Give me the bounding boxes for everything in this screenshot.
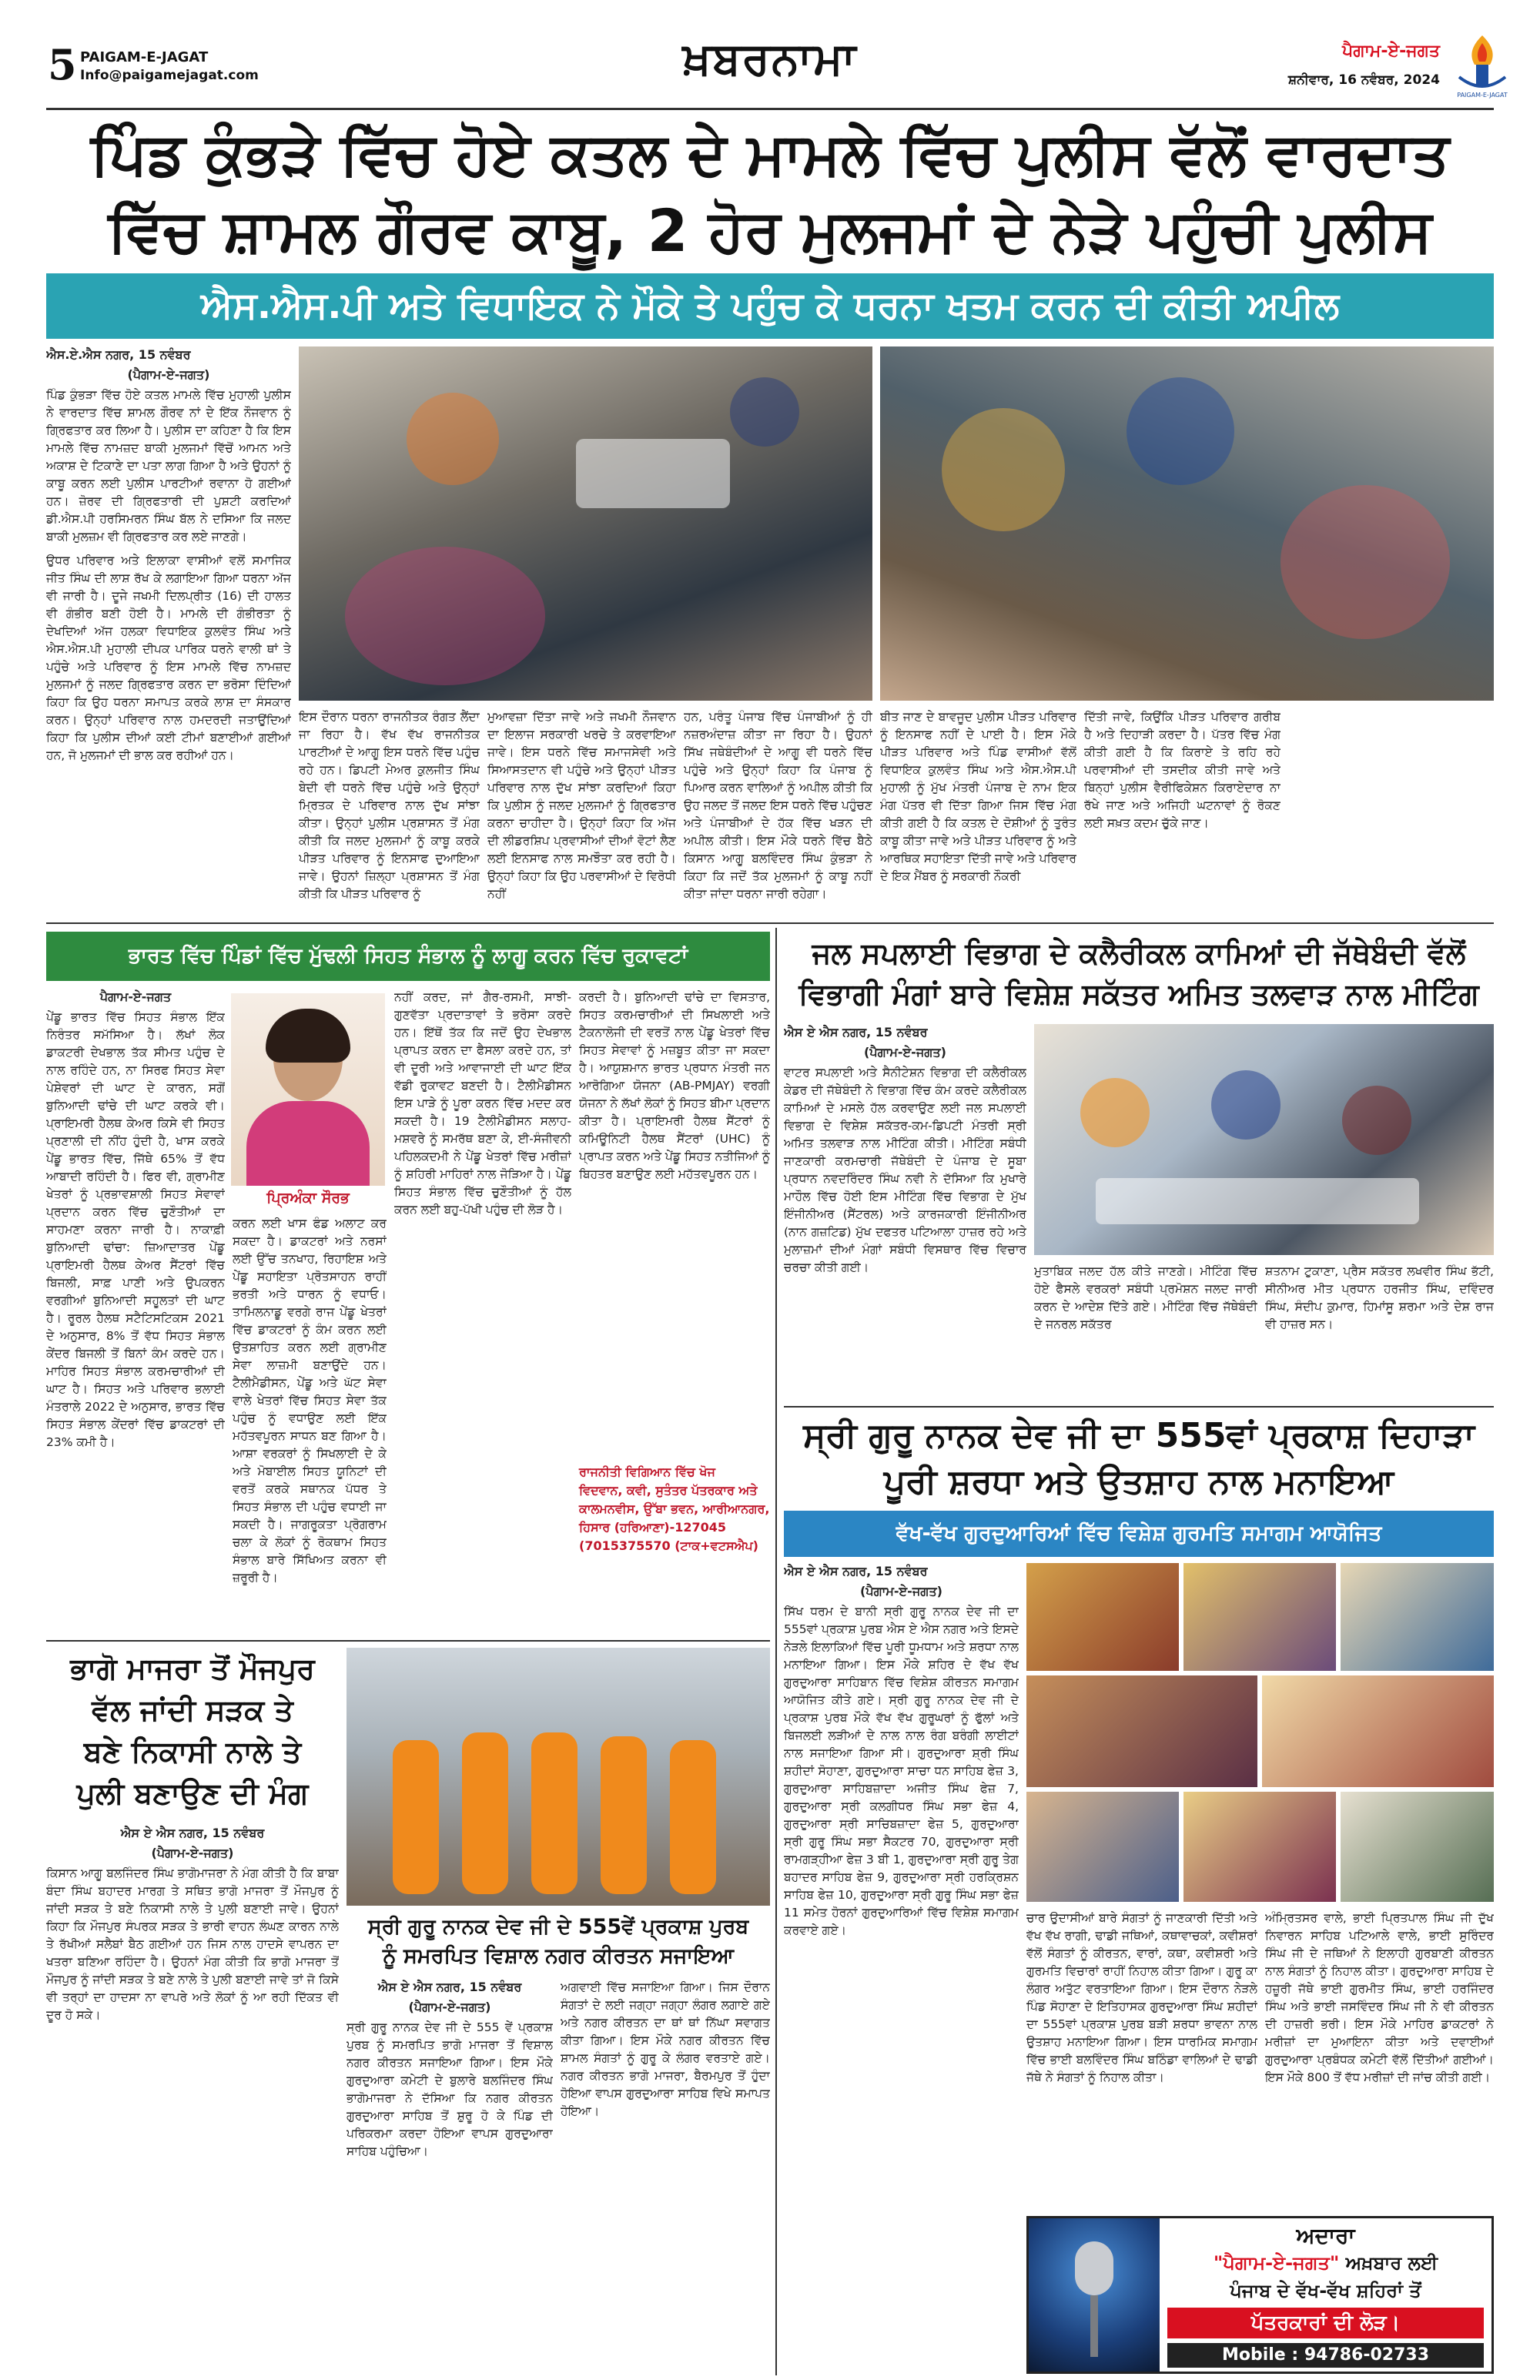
gurpurab-agency: (ਪੈਗਾਮ-ਏ-ਜਗਤ): [860, 1584, 942, 1598]
ad-line-2: "ਪੈਗਾਮ-ਏ-ਜਗਤ" ਅਖ਼ਬਾਰ ਲਈ: [1213, 2252, 1438, 2274]
road-headline-1: ਭਾਗੋ ਮਾਜਰਾ ਤੋਂ ਮੌਜਪੁਰ: [70, 1652, 315, 1685]
kirtan-col-1-text: ਸ੍ਰੀ ਗੁਰੂ ਨਾਨਕ ਦੇਵ ਜੀ ਦੇ 555 ਵੇਂ ਪ੍ਰਕਾਸ਼ ਪੁਰਬ ਨੂੰ ਸਮਰਪਿਤ ਭਾਗੋ ਮਾਜਰਾ ਤੋਂ ਵਿਸ਼ਾਲ ਨਗਰ ਕੀਰਤਨ ਸਜਾਇਆ ਗਿਆ। ਇਸ ਮੌਕੇ ਗੁਰਦੁਆਰਾ ਕਮੇਟੀ ਦੇ ਬੁਲਾਰੇ ਬਲਜਿੰਦਰ ਸਿੰਘ ਭਾਗੋਮਾਜਰਾ ਨੇ ਦੱਸਿਆ ਕਿ ਨਗਰ ਕੀਰਤਨ ਗੁਰਦੁਆਰਾ ਸਾਹਿਬ ਤੋਂ ਸ਼ੁਰੂ ਹੋ ਕੇ ਪਿੰਡ ਦੀ ਪਰਿਕਰਮਾ ਕਰਦਾ ਹੋਇਆ ਵਾਪਸ ਗੁਰਦੁਆਰਾ ਸਾਹਿਬ ਪਹੁੰਚਿਆ।: [346, 2020, 553, 2158]
lead-col-2: ਇਸ ਦੌਰਾਨ ਧਰਨਾ ਰਾਜਨੀਤਕ ਰੰਗਤ ਲੈਂਦਾ ਜਾ ਰਿਹਾ ਹੈ। ਵੱਖ ਵੱਖ ਰਾਜਨੀਤਕ ਪਾਰਟੀਆਂ ਦੇ ਆਗੂ ਇਸ ਧਰਨੇ ਵਿੱਚ ਪਹੁੰਚ ਰਹੇ ਹਨ। ਡਿਪਟੀ ਮੇਅਰ ਕੁਲਜੀਤ ਸਿੰਘ ਬੇਦੀ ਵੀ ਧਰਨੇ ਵਿੱਚ ਪਹੁੰਚੇ ਅਤੇ ਉਨ੍ਹਾਂ ਮ੍ਰਿਤਕ ਦੇ ਪਰਿਵਾਰ ਨਾਲ ਦੁੱਖ ਸਾਂਝਾ ਕੀਤਾ। ਉਨ੍ਹਾਂ ਪੁਲੀਸ ਪ੍ਰਸ਼ਾਸਨ ਤੋਂ ਮੰਗ ਕੀਤੀ ਕਿ ਜਲਦ ਮੁਲਜਮਾਂ ਨੂੰ ਕਾਬੂ ਕਰਕੇ ਪੀੜਤ ਪਰਿਵਾਰ ਨੂੰ ਇਨਸਾਫ ਦੁਆਇਆ ਜਾਵੇ। ਉਹਨਾਂ ਜ਼ਿਲ੍ਹਾ ਪ੍ਰਸ਼ਾਸਨ ਤੋਂ ਮੰਗ ਕੀਤੀ ਕਿ ਪੀੜਤ ਪਰਿਵਾਰ ਨੂੰ: [299, 710, 480, 901]
road-headline-4: ਪੁਲੀ ਬਣਾਉਣ ਦੀ ਮੰਗ: [76, 1776, 309, 1810]
issue-date: ਸ਼ਨੀਵਾਰ, 16 ਨਵੰਬਰ, 2024: [1287, 72, 1440, 88]
kirtan-col-1: [346, 1979, 553, 2372]
water-headline-1: ਜਲ ਸਪਲਾਈ ਵਿਭਾਗ ਦੇ ਕਲੈਰੀਕਲ ਕਾਮਿਆਂ ਦੀ ਜੱਥੇਬੰਦੀ ਵੱਲੋਂ: [812, 936, 1466, 970]
lead-headline-2: ਵਿੱਚ ਸ਼ਾਮਲ ਗੌਰਵ ਕਾਬੂ, 2 ਹੋਰ ਮੁਲਜਮਾਂ ਦੇ ਨੇੜੇ ਪਹੁੰਚੀ ਪੁਲੀਸ: [108, 196, 1432, 265]
health-col-4: [579, 989, 770, 1451]
ad-brand: ਪੈਗਾਮ-ਏ-ਜਗਤ: [1223, 2252, 1330, 2274]
water-dateline: ਐਸ ਏ ਐਸ ਨਗਰ, 15 ਨਵੰਬਰ: [784, 1025, 928, 1039]
water-caption-1: ਮੁਤਾਬਿਕ ਜਲਦ ਹੱਲ ਕੀਤੇ ਜਾਣਗੇ। ਮੀਟਿੰਗ ਵਿੱਚ ਹੋਏ ਫੈਸਲੇ ਵਰਕਰਾਂ ਸਬੰਧੀ ਪ੍ਰਮੋਸ਼ਨ ਜਲਦ ਜਾਰੀ ਕਰਨ ਦੇ ਆਦੇਸ਼ ਦਿੱਤੇ ਗਏ। ਮੀਟਿੰਗ ਵਿੱਚ ਜੱਥੇਬੰਦੀ ਦੇ ਜਨਰਲ ਸਕੱਤਰ: [1034, 1264, 1257, 1331]
gurpurab-col-2: ਚਾਰ ਉਦਾਸੀਆਂ ਬਾਰੇ ਸੰਗਤਾਂ ਨੂੰ ਜਾਣਕਾਰੀ ਦਿੱਤੀ ਅਤੇ ਵੱਖ ਵੱਖ ਰਾਗੀ, ਢਾਡੀ ਜਥਿਆਂ, ਕਥਾਵਾਚਕਾਂ, ਕਵੀਸ਼ਰਾਂ ਵੱਲੋਂ ਸੰਗਤਾਂ ਨੂੰ ਕੀਰਤਨ, ਵਾਰਾਂ, ਕਥਾ, ਕਵੀਸ਼ਰੀ ਅਤੇ ਗੁਰਮਤਿ ਵਿਚਾਰਾਂ ਰਾਹੀਂ ਨਿਹਾਲ ਕੀਤਾ ਗਿਆ। ਗੁਰੂ ਕਾ ਲੰਗਰ ਅਤੁੱਟ ਵਰਤਾਇਆ ਗਿਆ। ਇਸ ਦੌਰਾਨ ਨੇੜਲੇ ਪਿੰਡ ਸੋਹਾਣਾ ਦੇ ਇਤਿਹਾਸਕ ਗੁਰਦੁਆਰਾ ਸਿੰਘ ਸ਼ਹੀਦਾਂ ਦਾ 555ਵਾਂ ਪ੍ਰਕਾਸ਼ ਪੁਰਬ ਬੜੀ ਸ਼ਰਧਾ ਭਾਵਨਾ ਨਾਲ ਉਤਸ਼ਾਹ ਮਨਾਇਆ ਗਿਆ। ਇਸ ਧਾਰਮਿਕ ਸਮਾਗਮ ਵਿੱਚ ਭਾਈ ਬਲਵਿੰਦਰ ਸਿੰਘ ਬਠਿੰਡਾ ਵਾਲਿਆਂ ਦੇ ਢਾਡੀ ਜੱਥੇ ਨੇ ਸੰਗਤਾਂ ਨੂੰ ਨਿਹਾਲ ਕੀਤਾ।: [1026, 1911, 1257, 2084]
page-number: 5: [48, 40, 77, 89]
lead-col-4: ਹਨ, ਪਰੰਤੂ ਪੰਜਾਬ ਵਿੱਚ ਪੰਜਾਬੀਆਂ ਨੂੰ ਹੀ ਨਜ਼ਰਅੰਦਾਜ਼ ਕੀਤਾ ਜਾ ਰਿਹਾ ਹੈ। ਉਹਨਾਂ ਸਿੱਖ ਜਥੇਬੰਦੀਆਂ ਦੇ ਆਗੂ ਵੀ ਧਰਨੇ ਵਿੱਚ ਪਹੁੰਚੇ ਅਤੇ ਉਨ੍ਹਾਂ ਕਿਹਾ ਕਿ ਪੰਜਾਬ ਨੂੰ ਪਿਆਰ ਕਰਨ ਵਾਲਿਆਂ ਨੂੰ ਅਪੀਲ ਕੀਤੀ ਕਿ ਉਹ ਜਲਦ ਤੋਂ ਜਲਦ ਇਸ ਧਰਨੇ ਵਿੱਚ ਪਹੁੰਚਣ ਅਤੇ ਪੰਜਾਬੀਆਂ ਦੇ ਹੱਕ ਵਿੱਚ ਖੜਨ ਦੀ ਅਪੀਲ ਕੀਤੀ। ਇਸ ਮੌਕੇ ਧਰਨੇ ਵਿੱਚ ਬੈਠੇ ਕਿਸਾਨ ਆਗੂ ਬਲਵਿੰਦਰ ਸਿੰਘ ਕੁੰਭੜਾ ਨੇ ਕਿਹਾ ਕਿ ਜਦੋਂ ਤੱਕ ਮੁਲਜਮਾਂ ਨੂੰ ਕਾਬੂ ਨਹੀਂ ਕੀਤਾ ਜਾਂਦਾ ਧਰਨਾ ਜਾਰੀ ਰਹੇਗਾ।: [684, 710, 872, 901]
water-photo: [1034, 1024, 1494, 1255]
water-caption-2: ਸ਼ਤਨਾਮ ਟੁਕਾਣਾ, ਪ੍ਰੈਸ ਸਕੱਤਰ ਲਖਵੀਰ ਸਿੰਘ ਭੱਟੀ, ਸੀਨੀਅਰ ਮੀਤ ਪ੍ਰਧਾਨ ਹਰਜੀਤ ਸਿੰਘ, ਦਵਿੰਦਰ ਸਿੰਘ, ਸੰਦੀਪ ਕੁਮਾਰ, ਹਿਮਾਂਸੂ ਸ਼ਰਮਾ ਅਤੇ ਦੇਸ਼ ਰਾਜ ਵੀ ਹਾਜ਼ਰ ਸਨ।: [1265, 1264, 1494, 1331]
lead-para-1: ਪਿੰਡ ਕੁੰਭੜਾ ਵਿੱਚ ਹੋਏ ਕਤਲ ਮਾਮਲੇ ਵਿੱਚ ਮੁਹਾਲੀ ਪੁਲੀਸ ਨੇ ਵਾਰਦਾਤ ਵਿੱਚ ਸ਼ਾਮਲ ਗੌਰਵ ਨਾਂ ਦੇ ਇੱਕ ਨੌਜਵਾਨ ਨੂੰ ਗ੍ਰਿਫਤਾਰ ਕਰ ਲਿਆ ਹੈ। ਪੁਲੀਸ ਦਾ ਕਹਿਣਾ ਹੈ ਕਿ ਇਸ ਮਾਮਲੇ ਵਿੱਚ ਨਾਮਜ਼ਦ ਬਾਕੀ ਮੁਲਜਮਾਂ ਵਿੱਚੋਂ ਆਮਨ ਅਤੇ ਅਕਾਸ਼ ਦੇ ਟਿਕਾਣੇ ਦਾ ਪਤਾ ਲਾਗ ਗਿਆ ਹੈ ਅਤੇ ਉਹਨਾਂ ਨੂੰ ਕਾਬੂ ਕਰਨ ਲਈ ਪੁਲੀਸ ਪਾਰਟੀਆਂ ਰਵਾਨਾ ਹੋ ਗਈਆਂ ਹਨ। ਜ਼ੋਰਵ ਦੀ ਗ੍ਰਿਫਤਾਰੀ ਦੀ ਪੁਸ਼ਟੀ ਕਰਦਿਆਂ ਡੀ.ਐਸ.ਪੀ ਹਰਸਿਮਰਨ ਸਿੰਘ ਬੱਲ ਨੇ ਦਸਿਆ ਕਿ ਜਲਦ ਬਾਕੀ ਮੁਲਜ਼ਮ ਵੀ ਗ੍ਰਿਫਤਾਰ ਕਰ ਲਏ ਜਾਣਗੇ।: [46, 388, 291, 544]
health-col-2: ਕਰਨ ਲਈ ਖਾਸ ਫੰਡ ਅਲਾਟ ਕਰ ਸਕਦਾ ਹੈ। ਡਾਕਟਰਾਂ ਅਤੇ ਨਰਸਾਂ ਲਈ ਉੱਚ ਤਨਖਾਹ, ਰਿਹਾਇਸ਼ ਅਤੇ ਪੇਂਡੂ ਸਹਾਇਤਾ ਪ੍ਰੋਤਸਾਹਨ ਰਾਹੀਂ ਭਰਤੀ ਅਤੇ ਧਾਰਨ ਨੂੰ ਵਧਾਓ। ਤਾਮਿਲਨਾਡੂ ਵਰਗੇ ਰਾਜ ਪੇਂਡੂ ਖੇਤਰਾਂ ਵਿੱਚ ਡਾਕਟਰਾਂ ਨੂੰ ਕੰਮ ਕਰਨ ਲਈ ਉਤਸ਼ਾਹਿਤ ਕਰਨ ਲਈ ਗ੍ਰਾਮੀਣ ਸੇਵਾ ਲਾਜ਼ਮੀ ਬਣਾਉਂਦੇ ਹਨ। ਟੈਲੀਮੈਡੀਸਨ, ਪੇਂਡੂ ਅਤੇ ਘੱਟ ਸੇਵਾ ਵਾਲੇ ਖੇਤਰਾਂ ਵਿੱਚ ਸਿਹਤ ਸੇਵਾ ਤੱਕ ਪਹੁੰਚ ਨੂੰ ਵਧਾਉਣ ਲਈ ਇੱਕ ਮਹੱਤਵਪੂਰਨ ਸਾਧਨ ਬਣ ਗਿਆ ਹੈ। ਆਸ਼ਾ ਵਰਕਰਾਂ ਨੂੰ ਸਿਖਲਾਈ ਦੇ ਕੇ ਅਤੇ ਮੋਬਾਈਲ ਸਿਹਤ ਯੂਨਿਟਾਂ ਦੀ ਵਰਤੋਂ ਕਰਕੇ ਸਥਾਨਕ ਪੱਧਰ ਤੇ ਸਿਹਤ ਸੰਭਾਲ ਦੀ ਪਹੁੰਚ ਵਧਾਈ ਜਾ ਸਕਦੀ ਹੈ। ਜਾਗਰੂਕਤਾ ਪ੍ਰੋਗਰਾਮ ਚਲਾ ਕੇ ਲੋਕਾਂ ਨੂੰ ਰੋਕਥਾਮ ਸਿਹਤ ਸੰਭਾਲ ਬਾਰੇ ਸਿੱਖਿਅਤ ਕਰਨਾ ਵੀ ਜ਼ਰੂਰੀ ਹੈ।: [233, 1217, 387, 1585]
masthead: [0, 0, 1540, 123]
masthead-rule: [46, 108, 1494, 110]
water-headline-2: ਵਿਭਾਗੀ ਮੰਗਾਂ ਬਾਰੇ ਵਿਸ਼ੇਸ਼ ਸਕੱਤਰ ਅਮਿਤ ਤਲਵਾੜ ਨਾਲ ਮੀਟਿੰਗ: [798, 977, 1479, 1011]
health-col-1-text: ਪੇਂਡੂ ਭਾਰਤ ਵਿੱਚ ਸਿਹਤ ਸੰਭਾਲ ਇੱਕ ਨਿਰੰਤਰ ਸਮੱਸਿਆ ਹੈ। ਲੱਖਾਂ ਲੋਕ ਡਾਕਟਰੀ ਦੇਖਭਾਲ ਤੱਕ ਸੀਮਤ ਪਹੁੰਚ ਦੇ ਨਾਲ ਰਹਿੰਦੇ ਹਨ, ਨਾ ਸਿਰਫ ਸਿਹਤ ਸੇਵਾ ਪੇਸ਼ੇਵਰਾਂ ਦੀ ਘਾਟ ਦੇ ਕਾਰਨ, ਸਗੋਂ ਬੁਨਿਆਦੀ ਢਾਂਚੇ ਦੀ ਘਾਟ ਕਰਕੇ ਵੀ। ਪ੍ਰਾਇਮਰੀ ਹੈਲਥ ਕੇਅਰ ਕਿਸੇ ਵੀ ਸਿਹਤ ਪ੍ਰਣਾਲੀ ਦੀ ਨੀਂਹ ਹੁੰਦੀ ਹੈ, ਖਾਸ ਕਰਕੇ ਪੇਂਡੂ ਭਾਰਤ ਵਿੱਚ, ਜਿੱਥੇ 65% ਤੋਂ ਵੱਧ ਆਬਾਦੀ ਰਹਿੰਦੀ ਹੈ। ਫਿਰ ਵੀ, ਗ੍ਰਾਮੀਣ ਖੇਤਰਾਂ ਨੂੰ ਪ੍ਰਭਾਵਸ਼ਾਲੀ ਸਿਹਤ ਸੇਵਾਵਾਂ ਪ੍ਰਦਾਨ ਕਰਨ ਵਿੱਚ ਚੁਣੌਤੀਆਂ ਦਾ ਸਾਹਮਣਾ ਕਰਨਾ ਜਾਰੀ ਹੈ। ਨਾਕਾਫ਼ੀ ਬੁਨਿਆਦੀ ਢਾਂਚਾ: ਜ਼ਿਆਦਾਤਰ ਪੇਂਡੂ ਪ੍ਰਾਇਮਰੀ ਹੈਲਥ ਕੇਅਰ ਸੈਂਟਰਾਂ ਵਿੱਚ ਬਿਜਲੀ, ਸਾਫ਼ ਪਾਣੀ ਅਤੇ ਉਪਕਰਨ ਵਰਗੀਆਂ ਬੁਨਿਆਦੀ ਸਹੂਲਤਾਂ ਦੀ ਘਾਟ ਹੈ। ਰੂਰਲ ਹੈਲਥ ਸਟੈਟਿਸਟਿਕਸ 2021 ਦੇ ਅਨੁਸਾਰ, 8% ਤੋਂ ਵੱਧ ਸਿਹਤ ਸੰਭਾਲ ਕੇਂਦਰ ਬਿਜਲੀ ਤੋਂ ਬਿਨਾਂ ਕੰਮ ਕਰਦੇ ਹਨ। ਮਾਹਿਰ ਸਿਹਤ ਸੰਭਾਲ ਕਰਮਚਾਰੀਆਂ ਦੀ ਘਾਟ ਹੈ। ਸਿਹਤ ਅਤੇ ਪਰਿਵਾਰ ਭਲਾਈ ਮੰਤਰਾਲੇ 2022 ਦੇ ਅਨੁਸਾਰ, ਭਾਰਤ ਵਿੱਚ ਸਿਹਤ ਸੰਭਾਲ ਕੇਂਦਰਾਂ ਵਿੱਚ ਡਾਕਟਰਾਂ ਦੀ 23% ਕਮੀ ਹੈ।: [46, 1010, 225, 1449]
brand-right: ਪੈਗਾਮ-ਏ-ਜਗਤ: [1342, 42, 1440, 61]
lead-headline-1: ਪਿੰਡ ਕੁੰਭੜੇ ਵਿੱਚ ਹੋਏ ਕਤਲ ਦੇ ਮਾਮਲੇ ਵਿੱਚ ਪੁਲੀਸ ਵੱਲੋਂ ਵਾਰਦਾਤ: [90, 119, 1450, 188]
section-title: ਖ਼ਬਰਨਾਮਾ: [682, 32, 858, 85]
lead-dateline: ਐਸ.ਏ.ਐਸ ਨਗਰ, 15 ਨਵੰਬਰ: [46, 347, 191, 362]
kirtan-photo: [346, 1648, 770, 1906]
road-dateline: ਐਸ ਏ ਐਸ ਨਗਰ, 15 ਨਵੰਬਰ: [120, 1826, 265, 1840]
kirtan-col-2: ਅਗਵਾਈ ਵਿੱਚ ਸਜਾਇਆ ਗਿਆ। ਜਿਸ ਦੌਰਾਨ ਸੰਗਤਾਂ ਦੇ ਲਈ ਜਗ੍ਹਾ ਜਗ੍ਹਾ ਲੰਗਰ ਲਗਾਏ ਗਏ ਅਤੇ ਨਗਰ ਕੀਰਤਨ ਦਾ ਥਾਂ ਥਾਂ ਨਿੱਘਾ ਸਵਾਗਤ ਕੀਤਾ ਗਿਆ। ਇਸ ਮੌਕੇ ਨਗਰ ਕੀਰਤਨ ਵਿੱਚ ਸ਼ਾਮਲ ਸੰਗਤਾਂ ਨੂੰ ਗੁਰੂ ਕੇ ਲੰਗਰ ਵਰਤਾਏ ਗਏ। ਨਗਰ ਕੀਰਤਨ ਭਾਗੋ ਮਾਜਰਾ, ਬੈਰਮਪੁਰ ਤੋਂ ਹੁੰਦਾ ਹੋਇਆ ਵਾਪਸ ਗੁਰਦੁਆਰਾ ਸਾਹਿਬ ਵਿਖੇ ਸਮਾਪਤ ਹੋਇਆ।: [561, 1980, 770, 2118]
svg-text:PAIGAM-E-JAGAT: PAIGAM-E-JAGAT: [1457, 92, 1508, 99]
water-col-1-text: ਵਾਟਰ ਸਪਲਾਈ ਅਤੇ ਸੈਨੀਟੇਸ਼ਨ ਵਿਭਾਗ ਦੀ ਕਲੈਰੀਕਲ ਕੇਡਰ ਦੀ ਜੱਥੇਬੰਦੀ ਨੇ ਵਿਭਾਗ ਵਿੱਚ ਕੰਮ ਕਰਦੇ ਕਲੈਰੀਕਲ ਕਾਮਿਆਂ ਦੇ ਮਸਲੇ ਹੱਲ ਕਰਵਾਉਣ ਲਈ ਜਲ ਸਪਲਾਈ ਵਿਭਾਗ ਦੇ ਵਿਸ਼ੇਸ਼ ਸਕੱਤਰ-ਕਮ-ਡਿਪਟੀ ਮੰਤਰੀ ਸ੍ਰੀ ਅਮਿਤ ਤਲਵਾੜ ਨਾਲ ਮੀਟਿੰਗ ਕੀਤੀ। ਮੀਟਿੰਗ ਸਬੰਧੀ ਜਾਣਕਾਰੀ ਕਰਮਚਾਰੀ ਜੱਥੇਬੰਦੀ ਦੇ ਪੰਜਾਬ ਦੇ ਸੂਬਾ ਪ੍ਰਧਾਨ ਨਵਦਰਿੰਦਰ ਸਿੰਘ ਨਵੀ ਨੇ ਦੱਸਿਆ ਕਿ ਮੁਖਾਰੇ ਮਾਹੌਲ ਵਿੱਚ ਹੋਈ ਇਸ ਮੀਟਿੰਗ ਵਿੱਚ ਵਿਭਾਗ ਦੇ ਮੁੱਖ ਇੰਜੀਨੀਅਰ (ਸੈਂਟਰਲ) ਅਤੇ ਕਾਰਜਕਾਰੀ ਇੰਜੀਨੀਅਰ (ਨਾਨ ਗਜ਼ਟਿਡ) ਮੁੱਖ ਦਫਤਰ ਪਟਿਆਲਾ ਹਾਜ਼ਰ ਰਹੇ ਅਤੇ ਮੁਲਾਜ਼ਮਾਂ ਦੀਆਂ ਮੰਗਾਂ ਸਬੰਧੀ ਵਿਸਥਾਰ ਵਿੱਚ ਵਿਚਾਰ ਚਰਚਾ ਕੀਤੀ ਗਈ।: [784, 1066, 1026, 1274]
email-link[interactable]: Info@paigamejagat.com: [80, 68, 259, 83]
gurpurab-headline-2: ਪੂਰੀ ਸ਼ਰਧਾ ਅਤੇ ਉਤਸ਼ਾਹ ਨਾਲ ਮਨਾਇਆ: [883, 1462, 1394, 1501]
gurpurab-photo-8: [1341, 1792, 1494, 1902]
paper-name-short: PAIGAM-E-JAGAT: [80, 49, 209, 65]
road-headline: [46, 1648, 339, 1814]
ad-line-3: ਪੰਜਾਬ ਦੇ ਵੱਖ-ਵੱਖ ਸ਼ਹਿਰਾਂ ਤੋਂ: [1230, 2280, 1421, 2301]
ad-line-1: ਅਦਾਰਾ: [1296, 2223, 1355, 2248]
gurpurab-photo-grid: [1026, 1563, 1494, 1902]
kirtan-dateline: ਐਸ ਏ ਐਸ ਨਗਰ, 15 ਨਵੰਬਰ: [377, 1980, 522, 1994]
lead-col-1: [46, 346, 291, 916]
gurpurab-photo-3: [1341, 1563, 1494, 1671]
section-divider-1: [46, 922, 1494, 924]
road-headline-3: ਬਣੇ ਨਿਕਾਸੀ ਨਾਲੇ ਤੇ: [83, 1735, 302, 1769]
lead-col-7: [1288, 708, 1494, 916]
road-body: [46, 1825, 339, 2372]
gurpurab-dateline: ਐਸ ਏ ਐਸ ਨਗਰ, 15 ਨਵੰਬਰ: [784, 1564, 928, 1578]
health-headline: ਭਾਰਤ ਵਿੱਚ ਪਿੰਡਾਂ ਵਿੱਚ ਮੁੱਢਲੀ ਸਿਹਤ ਸੰਭਾਲ ਨੂੰ ਲਾਗੂ ਕਰਨ ਵਿੱਚ ਰੁਕਾਵਟਾਂ: [128, 944, 688, 968]
lead-col-6: ਦਿੱਤੀ ਜਾਵੇ, ਕਿਉਂਕਿ ਪੀੜਤ ਪਰਿਵਾਰ ਗਰੀਬ ਹੈ ਅਤੇ ਦਿਹਾੜੀ ਕਰਦਾ ਹੈ। ਪੱਤਰ ਵਿੱਚ ਮੰਗ ਕੀਤੀ ਗਈ ਹੈ ਕਿ ਕਿਰਾਏ ਤੇ ਰਹਿ ਰਹੇ ਪਰਵਾਸੀਆਂ ਦੀ ਤਸਦੀਕ ਕੀਤੀ ਜਾਵੇ ਅਤੇ ਬਿਨ੍ਹਾਂ ਪੁਲੀਸ ਵੈਰੀਫਿਕੇਸ਼ਨ ਕਿਰਾਏਦਾਰ ਨਾ ਰੱਖੇ ਜਾਣ ਅਤੇ ਅਜਿਹੀ ਘਟਨਾਵਾਂ ਨੂੰ ਰੋਕਣ ਲਈ ਸਖ਼ਤ ਕਦਮ ਚੁੱਕੇ ਜਾਣ।: [1084, 710, 1281, 830]
column-divider-vertical: [775, 928, 777, 2375]
gurpurab-photo-1: [1026, 1563, 1179, 1671]
health-author-photo: [231, 993, 385, 1186]
byline-line-1: ਰਾਜਨੀਤੀ ਵਿਗਿਆਨ ਵਿੱਚ ਖੋਜ: [579, 1464, 715, 1479]
gurpurab-subhead-bar: [784, 1511, 1494, 1557]
byline-line-3: ਕਾਲਮਨਵੀਸ, ਉੱਬਾ ਭਵਨ, ਆਰੀਆਨਗਰ,: [579, 1501, 770, 1516]
health-byline: [579, 1463, 770, 1632]
health-author-caption: ਪ੍ਰਿਅੰਕਾ ਸੌਰਭ: [266, 1190, 350, 1207]
gurpurab-photo-4: [1026, 1675, 1257, 1787]
health-col-4-text: ਕਰਦੀ ਹੈ। ਬੁਨਿਆਦੀ ਢਾਂਚੇ ਦਾ ਵਿਸਤਾਰ, ਸਿਹਤ ਕਰਮਚਾਰੀਆਂ ਦੀ ਸਿਖਲਾਈ ਅਤੇ ਟੈਕਨਾਲੋਜੀ ਦੀ ਵਰਤੋਂ ਨਾਲ ਪੇਂਡੂ ਖੇਤਰਾਂ ਵਿੱਚ ਸਿਹਤ ਸੇਵਾਵਾਂ ਨੂੰ ਮਜ਼ਬੂਤ ਕੀਤਾ ਜਾ ਸਕਦਾ ਹੈ। ਆਯੁਸ਼ਮਾਨ ਭਾਰਤ ਪ੍ਰਧਾਨ ਮੰਤਰੀ ਜਨ ਆਰੋਗਿਆ ਯੋਜਨਾ (AB-PMJAY) ਵਰਗੀ ਯੋਜਨਾ ਨੇ ਲੱਖਾਂ ਲੋਕਾਂ ਨੂੰ ਸਿਹਤ ਬੀਮਾ ਪ੍ਰਦਾਨ ਕੀਤਾ ਹੈ। ਪ੍ਰਾਇਮਰੀ ਹੈਲਥ ਸੈਂਟਰਾਂ ਨੂੰ ਕਮਿਊਨਿਟੀ ਹੈਲਥ ਸੈਂਟਰਾਂ (UHC) ਨੂੰ ਪ੍ਰਾਪਤ ਕਰਨ ਅਤੇ ਪੇਂਡੂ ਸਿਹਤ ਨਤੀਜਿਆਂ ਨੂੰ ਬਿਹਤਰ ਬਣਾਉਣ ਲਈ ਮਹੱਤਵਪੂਰਨ ਹਨ।: [579, 990, 770, 1181]
lead-agency: (ਪੈਗਾਮ-ਏ-ਜਗਤ): [127, 367, 210, 382]
lead-subhead: ਐਸ.ਐਸ.ਪੀ ਅਤੇ ਵਿਧਾਇਕ ਨੇ ਮੌਕੇ ਤੇ ਪਹੁੰਚ ਕੇ ਧਰਨਾ ਖਤਮ ਕਰਨ ਦੀ ਕੀਤੀ ਅਪੀਲ: [200, 284, 1340, 327]
lead-col-3: ਮੁਆਵਜ਼ਾ ਦਿੱਤਾ ਜਾਵੇ ਅਤੇ ਜਖਮੀ ਨੌਜਵਾਨ ਦਾ ਇਲਾਜ ਸਰਕਾਰੀ ਖਰਚੇ ਤੇ ਕਰਵਾਇਆ ਜਾਵੇ। ਇਸ ਧਰਨੇ ਵਿੱਚ ਸਮਾਜਸੇਵੀ ਅਤੇ ਸਿਆਸਤਦਾਨ ਵੀ ਪਹੁੰਚੇ ਅਤੇ ਉਨ੍ਹਾਂ ਪੀੜਤ ਪਰਿਵਾਰ ਨਾਲ ਦੁੱਖ ਸਾਂਝਾ ਕਰਦਿਆਂ ਕਿਹਾ ਕਿ ਪੁਲੀਸ ਨੂੰ ਜਲਦ ਮੁਲਜਮਾਂ ਨੂੰ ਗ੍ਰਿਫਤਾਰ ਕਰਨਾ ਚਾਹੀਦਾ ਹੈ। ਉਨ੍ਹਾਂ ਕਿਹਾ ਕਿ ਅੱਜ ਦੀ ਲੀਡਰਸ਼ਿਪ ਪ੍ਰਵਾਸੀਆਂ ਦੀਆਂ ਵੋਟਾਂ ਲੈਣ ਲਈ ਇਨਸਾਫ ਨਾਲ ਸਮਝੌਤਾ ਕਰ ਰਹੀ ਹੈ। ਉਨ੍ਹਾਂ ਕਿਹਾ ਕਿ ਉਹ ਪਰਵਾਸੀਆਂ ਦੇ ਵਿਰੋਧੀ ਨਹੀਂ: [487, 710, 676, 901]
kirtan-headline-1: ਸ੍ਰੀ ਗੁਰੂ ਨਾਨਕ ਦੇਵ ਜੀ ਦੇ 555ਵੇਂ ਪ੍ਰਕਾਸ਼ ਪੁਰਬ: [367, 1915, 749, 1939]
ad-mobile: Mobile : 94786-02733: [1167, 2343, 1484, 2368]
ad-newspaper-label: ਅਖ਼ਬਾਰ ਲਈ: [1345, 2252, 1438, 2274]
gurpurab-photo-6: [1026, 1792, 1179, 1902]
road-agency: (ਪੈਗਾਮ-ਏ-ਜਗਤ): [151, 1846, 234, 1860]
water-agency: (ਪੈਗਾਮ-ਏ-ਜਗਤ): [864, 1045, 946, 1059]
byline-line-2: ਵਿਦਵਾਨ, ਕਵੀ, ਸੁਤੰਤਰ ਪੱਤਰਕਾਰ ਅਤੇ: [579, 1483, 758, 1498]
section-divider-2: [784, 1406, 1494, 1408]
kirtan-agency: (ਪੈਗਾਮ-ਏ-ਜਗਤ): [408, 2000, 491, 2014]
lead-subhead-bar: [46, 273, 1494, 339]
ad-line-4: ਪੱਤਰਕਾਰਾਂ ਦੀ ਲੋੜ।: [1250, 2311, 1401, 2335]
lead-para-2: ਉਧਰ ਪਰਿਵਾਰ ਅਤੇ ਇਲਾਕਾ ਵਾਸੀਆਂ ਵਲੋਂ ਸਮਾਜਿਕ ਜੀਤ ਸਿੰਘ ਦੀ ਲਾਸ਼ ਰੱਖ ਕੇ ਲਗਾਇਆ ਗਿਆ ਧਰਨਾ ਅੱਜ ਵੀ ਜਾਰੀ ਹੈ। ਦੂਜੇ ਜਖਮੀ ਦਿਲਪ੍ਰੀਤ (16) ਦੀ ਹਾਲਤ ਵੀ ਗੰਭੀਰ ਬਣੀ ਹੋਈ ਹੈ। ਮਾਮਲੇ ਦੀ ਗੰਭੀਰਤਾ ਨੂੰ ਦੇਖਦਿਆਂ ਅੱਜ ਹਲਕਾ ਵਿਧਾਇਕ ਕੁਲਵੰਤ ਸਿੰਘ ਅਤੇ ਐਸ.ਐਸ.ਪੀ ਮੁਹਾਲੀ ਦੀਪਕ ਪਾਰਿਕ ਧਰਨੇ ਵਾਲੀ ਥਾਂ ਤੇ ਪਹੁੰਚੇ ਅਤੇ ਪਰਿਵਾਰ ਨੂੰ ਇਸ ਮਾਮਲੇ ਵਿੱਚ ਨਾਮਜ਼ਦ ਮੁਲਜਮਾਂ ਨੂੰ ਜਲਦ ਗ੍ਰਿਫਤਾਰ ਕਰਨ ਦਾ ਭਰੋਸਾ ਦਿੰਦਿਆਂ ਕਿਹਾ ਕਿ ਉਹ ਧਰਨਾ ਸਮਾਪਤ ਕਰਕੇ ਲਾਸ਼ ਦਾ ਸੰਸਕਾਰ ਕਰਨ। ਉਨ੍ਹਾਂ ਪਰਿਵਾਰ ਨਾਲ ਹਮਦਰਦੀ ਜਤਾਉਂਦਿਆਂ ਕਿਹਾ ਕਿ ਪੁਲੀਸ ਦੀਆਂ ਕਈ ਟੀਮਾਂ ਬਣਾਈਆਂ ਗਈਆਂ ਹਨ, ਜੋ ਮੁਲਜਮਾਂ ਦੀ ਭਾਲ ਕਰ ਰਹੀਆਂ ਹਨ।: [46, 554, 291, 762]
kirtan-headline-2: ਨੂੰ ਸਮਰਪਿਤ ਵਿਸ਼ਾਲ ਨਗਰ ਕੀਰਤਨ ਸਜਾਇਆ: [383, 1944, 734, 1968]
health-col-1: [46, 989, 225, 1635]
ad-microphone-image: [1029, 2218, 1160, 2372]
road-headline-2: ਵੱਲ ਜਾਂਦੀ ਸੜਕ ਤੇ: [92, 1693, 293, 1727]
byline-line-5: (7015375570 (ਟਾਕ+ਵਟਸਐਪ): [579, 1538, 758, 1553]
gurpurab-photo-7: [1183, 1792, 1336, 1902]
health-col-2b: [394, 989, 571, 1635]
health-agency: ਪੈਗਾਮ-ਏ-ਜਗਤ: [99, 989, 172, 1004]
logo: [1451, 31, 1513, 100]
ad-line-4-bar: [1167, 2308, 1484, 2338]
gurpurab-subhead: ਵੱਖ-ਵੱਖ ਗੁਰਦੁਆਰਿਆਂ ਵਿੱਚ ਵਿਸ਼ੇਸ਼ ਗੁਰਮਤਿ ਸਮਾਗਮ ਆਯੋਜਿਤ: [896, 1521, 1382, 1545]
section-divider-3: [46, 1640, 770, 1642]
gurpurab-photo-2: [1183, 1563, 1336, 1671]
health-headline-bar: [46, 932, 770, 981]
gurpurab-photo-5: [1262, 1675, 1494, 1787]
gurpurab-col-1-text: ਸਿੱਖ ਧਰਮ ਦੇ ਬਾਨੀ ਸ੍ਰੀ ਗੁਰੂ ਨਾਨਕ ਦੇਵ ਜੀ ਦਾ 555ਵਾਂ ਪ੍ਰਕਾਸ਼ ਪੁਰਬ ਐਸ ਏ ਐਸ ਨਗਰ ਅਤੇ ਇਸਦੇ ਨੇੜਲੇ ਇਲਾਕਿਆਂ ਵਿੱਚ ਪੂਰੀ ਧੂਮਧਾਮ ਅਤੇ ਸ਼ਰਧਾ ਨਾਲ ਮਨਾਇਆ ਗਿਆ। ਇਸ ਮੌਕੇ ਸ਼ਹਿਰ ਦੇ ਵੱਖ ਵੱਖ ਗੁਰਦੁਆਰਾ ਸਾਹਿਬਾਨ ਵਿੱਚ ਵਿਸ਼ੇਸ਼ ਕੀਰਤਨ ਸਮਾਗਮ ਆਯੋਜਿਤ ਕੀਤੇ ਗਏ। ਸ੍ਰੀ ਗੁਰੂ ਨਾਨਕ ਦੇਵ ਜੀ ਦੇ ਪ੍ਰਕਾਸ਼ ਪੁਰਬ ਮੌਕੇ ਵੱਖ ਵੱਖ ਗੁਰੂਘਰਾਂ ਨੂੰ ਫੁੱਲਾਂ ਅਤੇ ਬਿਜਲਈ ਲੜੀਆਂ ਦੇ ਨਾਲ ਨਾਲ ਰੰਗ ਬਰੰਗੀ ਲਾਈਟਾਂ ਨਾਲ ਸਜਾਇਆ ਗਿਆ ਸੀ। ਗੁਰਦੁਆਰਾ ਸ਼੍ਰੀ ਸਿੰਘ ਸ਼ਹੀਦਾਂ ਸੋਹਾਣਾ, ਗੁਰਦੁਆਰਾ ਸਾਚਾ ਧਨ ਸਾਹਿਬ ਫੇਜ਼ 3, ਗੁਰਦੁਆਰਾ ਸਾਹਿਬਜ਼ਾਦਾ ਅਜੀਤ ਸਿੰਘ ਫੇਜ਼ 7, ਗੁਰਦੁਆਰਾ ਸ੍ਰੀ ਕਲਗੀਧਰ ਸਿੰਘ ਸਭਾ ਫੇਜ਼ 4, ਗੁਰਦੁਆਰਾ ਸ੍ਰੀ ਸਾਚਿਬਜ਼ਾਦਾ ਫੇਜ਼ 5, ਗੁਰਦੁਆਰਾ ਸ੍ਰੀ ਗੁਰੂ ਸਿੰਘ ਸਭਾ ਸੈਕਟਰ 70, ਗੁਰਦੁਆਰਾ ਸ੍ਰੀ ਰਾਮਗੜ੍ਹੀਆ ਫੇਜ਼ 3 ਬੀ 1, ਗੁਰਦੁਆਰਾ ਸ੍ਰੀ ਗੁਰੂ ਤੇਗ ਬਹਾਦਰ ਸਾਹਿਬ ਫੇਜ਼ 9, ਗੁਰਦੁਆਰਾ ਸ੍ਰੀ ਹਰਕ੍ਰਿਸ਼ਨ ਸਾਹਿਬ ਫੇਜ਼ 10, ਗੁਰਦੁਆਰਾ ਸ੍ਰੀ ਗੁਰੂ ਸਿੰਘ ਸਭਾ ਫੇਜ਼ 11 ਸਮੇਤ ਹੋਰਨਾਂ ਗੁਰਦੁਆਰਿਆਂ ਵਿੱਚ ਵਿਸ਼ੇਸ਼ ਸਮਾਗਮ ਕਰਵਾਏ ਗਏ।: [784, 1605, 1019, 1937]
water-col-1: [784, 1024, 1026, 1401]
gurpurab-headline-1: ਸ੍ਰੀ ਗੁਰੂ ਨਾਨਕ ਦੇਵ ਜੀ ਦਾ 555ਵਾਂ ਪ੍ਰਕਾਸ਼ ਦਿਹਾੜਾ: [803, 1416, 1475, 1455]
byline-line-4: ਹਿਸਾਰ (ਹਰਿਆਣਾ)-127045: [579, 1520, 727, 1535]
road-body-text: ਕਿਸਾਨ ਆਗੂ ਬਲਜਿੰਦਰ ਸਿੰਘ ਭਾਗੋਮਾਜਰਾ ਨੇ ਮੰਗ ਕੀਤੀ ਹੈ ਕਿ ਬਾਬਾ ਬੰਦਾ ਸਿੰਘ ਬਹਾਦਰ ਮਾਰਗ ਤੇ ਸਥਿਤ ਭਾਗੋ ਮਾਜਰਾ ਤੋਂ ਮੌਜਪੁਰ ਨੂੰ ਜਾਂਦੀ ਸੜਕ ਤੇ ਬਣੇ ਨਿਕਾਸੀ ਨਾਲੇ ਤੇ ਪੁਲੀ ਬਣਾਈ ਜਾਵੇ। ਉਹਨਾਂ ਕਿਹਾ ਕਿ ਮੌਜਪੁਰ ਸੰਪਰਕ ਸੜਕ ਤੇ ਭਾਰੀ ਵਾਹਨ ਲੰਘਣ ਕਾਰਨ ਨਾਲੇ ਤੇ ਰੱਖੀਆਂ ਸਲੈਬਾਂ ਬੈਠ ਗਈਆਂ ਹਨ ਜਿਸ ਨਾਲ ਹਾਦਸੇ ਵਾਪਰਨ ਦਾ ਖਤਰਾ ਬਣਿਆ ਰਹਿੰਦਾ ਹੈ। ਉਹਨਾਂ ਮੰਗ ਕੀਤੀ ਕਿ ਭਾਗੋ ਮਾਜਰਾ ਤੋਂ ਮੌਜਪੁਰ ਨੂੰ ਜਾਂਦੀ ਸੜਕ ਤੇ ਬਣੇ ਨਾਲੇ ਤੇ ਪੁਲੀ ਬਣਾਈ ਜਾਵੇ ਤਾਂ ਜੋ ਕਿਸੇ ਵੀ ਤਰ੍ਹਾਂ ਦਾ ਹਾਦਸਾ ਨਾ ਵਾਪਰੇ ਅਤੇ ਲੋਕਾਂ ਨੂੰ ਆ ਰਹੀ ਦਿੱਕਤ ਵੀ ਦੂਰ ਹੋ ਸਕੇ।: [46, 1866, 339, 2022]
gurpurab-col-1: [784, 1563, 1019, 2372]
lead-photo-left: [299, 346, 872, 701]
gurpurab-col-3: ਅੰਮ੍ਰਿਤਸਰ ਵਾਲੇ, ਭਾਈ ਪ੍ਰਿਤਪਾਲ ਸਿੰਘ ਜੀ ਦੁੱਖ ਨਿਵਾਰਨ ਸਾਹਿਬ ਪਟਿਆਲੇ ਵਾਲੇ, ਭਾਈ ਸੁਰਿੰਦਰ ਸਿੰਘ ਜੀ ਦੇ ਜਥਿਆਂ ਨੇ ਇਲਾਹੀ ਗੁਰਬਾਣੀ ਕੀਰਤਨ ਨਾਲ ਸੰਗਤਾਂ ਨੂੰ ਨਿਹਾਲ ਕੀਤਾ। ਗੁਰਦੁਆਰਾ ਸਾਹਿਬ ਦੇ ਹਜ਼ੂਰੀ ਜੱਥੇ ਭਾਈ ਗੁਰਮੀਤ ਸਿੰਘ, ਭਾਈ ਹਰਜਿੰਦਰ ਸਿੰਘ ਅਤੇ ਭਾਈ ਜਸਵਿੰਦਰ ਸਿੰਘ ਜੀ ਨੇ ਵੀ ਕੀਰਤਨ ਦੀ ਹਾਜ਼ਰੀ ਭਰੀ। ਇਸ ਮੌਕੇ ਮਾਹਿਰ ਡਾਕਟਰਾਂ ਨੇ ਮਰੀਜ਼ਾਂ ਦਾ ਮੁਆਇਨਾ ਕੀਤਾ ਅਤੇ ਦਵਾਈਆਂ ਗੁਰਦੁਆਰਾ ਪ੍ਰਬੰਧਕ ਕਮੇਟੀ ਵੱਲੋਂ ਦਿੱਤੀਆਂ ਗਈਆਂ। ਇਸ ਮੌਕੇ 800 ਤੋਂ ਵੱਧ ਮਰੀਜ਼ਾਂ ਦੀ ਜਾਂਚ ਕੀਤੀ ਗਈ।: [1265, 1911, 1494, 2084]
health-col-3-text: ਨਹੀਂ ਕਰਦ, ਜਾਂ ਗੈਰ-ਰਸਮੀ, ਸਾਝੀ-ਗੁਣਵੱਤਾ ਪ੍ਰਦਾਤਾਵਾਂ ਤੇ ਭਰੋਸਾ ਕਰਦੇ ਹਨ। ਇੱਥੋਂ ਤੱਕ ਕਿ ਜਦੋਂ ਉਹ ਦੇਖਭਾਲ ਪ੍ਰਾਪਤ ਕਰਨ ਦਾ ਫੈਸਲਾ ਕਰਦੇ ਹਨ, ਤਾਂ ਵੀ ਦੂਰੀ ਅਤੇ ਆਵਾਜਾਈ ਦੀ ਘਾਟ ਇੱਕ ਵੱਡੀ ਰੁਕਾਵਟ ਬਣਦੀ ਹੈ। ਟੈਲੀਮੈਡੀਸਨ ਇਸ ਪਾੜੇ ਨੂੰ ਪੂਰਾ ਕਰਨ ਵਿੱਚ ਮਦਦ ਕਰ ਸਕਦੀ ਹੈ। 19 ਟੈਲੀਮੈਡੀਸਨ ਸਲਾਹ-ਮਸ਼ਵਰੇ ਨੂੰ ਸਮਰੱਥ ਬਣਾ ਕੇ, ਈ-ਸੰਜੀਵਨੀ ਪਹਿਲਕਦਮੀ ਨੇ ਪੇਂਡੂ ਖੇਤਰਾਂ ਵਿੱਚ ਮਰੀਜ਼ਾਂ ਨੂੰ ਸ਼ਹਿਰੀ ਮਾਹਿਰਾਂ ਨਾਲ ਜੋੜਿਆ ਹੈ। ਪੇਂਡੂ ਸਿਹਤ ਸੰਭਾਲ ਵਿੱਚ ਚੁਣੌਤੀਆਂ ਨੂੰ ਹੱਲ ਕਰਨ ਲਈ ਬਹੁ-ਪੱਖੀ ਪਹੁੰਚ ਦੀ ਲੋੜ ਹੈ।: [394, 990, 571, 1217]
recruitment-ad: [1026, 2216, 1494, 2374]
lead-photo-right: [880, 346, 1494, 701]
lead-col-5: ਬੀਤ ਜਾਣ ਦੇ ਬਾਵਜੂਦ ਪੁਲੀਸ ਪੀੜਤ ਪਰਿਵਾਰ ਨੂੰ ਇਨਸਾਫ ਨਹੀਂ ਦੇ ਪਾਈ ਹੈ। ਇਸ ਮੌਕੇ ਪੀੜਤ ਪਰਿਵਾਰ ਅਤੇ ਪਿੰਡ ਵਾਸੀਆਂ ਵੱਲੋਂ ਵਿਧਾਇਕ ਕੁਲਵੰਤ ਸਿੰਘ ਅਤੇ ਐਸ.ਐਸ.ਪੀ ਮੁਹਾਲੀ ਨੂੰ ਮੁੱਖ ਮੰਤਰੀ ਪੰਜਾਬ ਦੇ ਨਾਮ ਇਕ ਮੰਗ ਪੱਤਰ ਵੀ ਦਿੱਤਾ ਗਿਆ ਜਿਸ ਵਿੱਚ ਮੰਗ ਕੀਤੀ ਗਈ ਹੈ ਕਿ ਕਤਲ ਦੇ ਦੋਸ਼ੀਆਂ ਨੂੰ ਤੁਰੰਤ ਕਾਬੂ ਕੀਤਾ ਜਾਵੇ ਅਤੇ ਪੀੜਤ ਪਰਿਵਾਰ ਨੂੰ ਅਤੇ ਆਰਥਿਕ ਸਹਾਇਤਾ ਦਿੱਤੀ ਜਾਵੇ ਅਤੇ ਪਰਿਵਾਰ ਦੇ ਇਕ ਮੈਂਬਰ ਨੂੰ ਸਰਕਾਰੀ ਨੌਕਰੀ: [880, 710, 1076, 883]
